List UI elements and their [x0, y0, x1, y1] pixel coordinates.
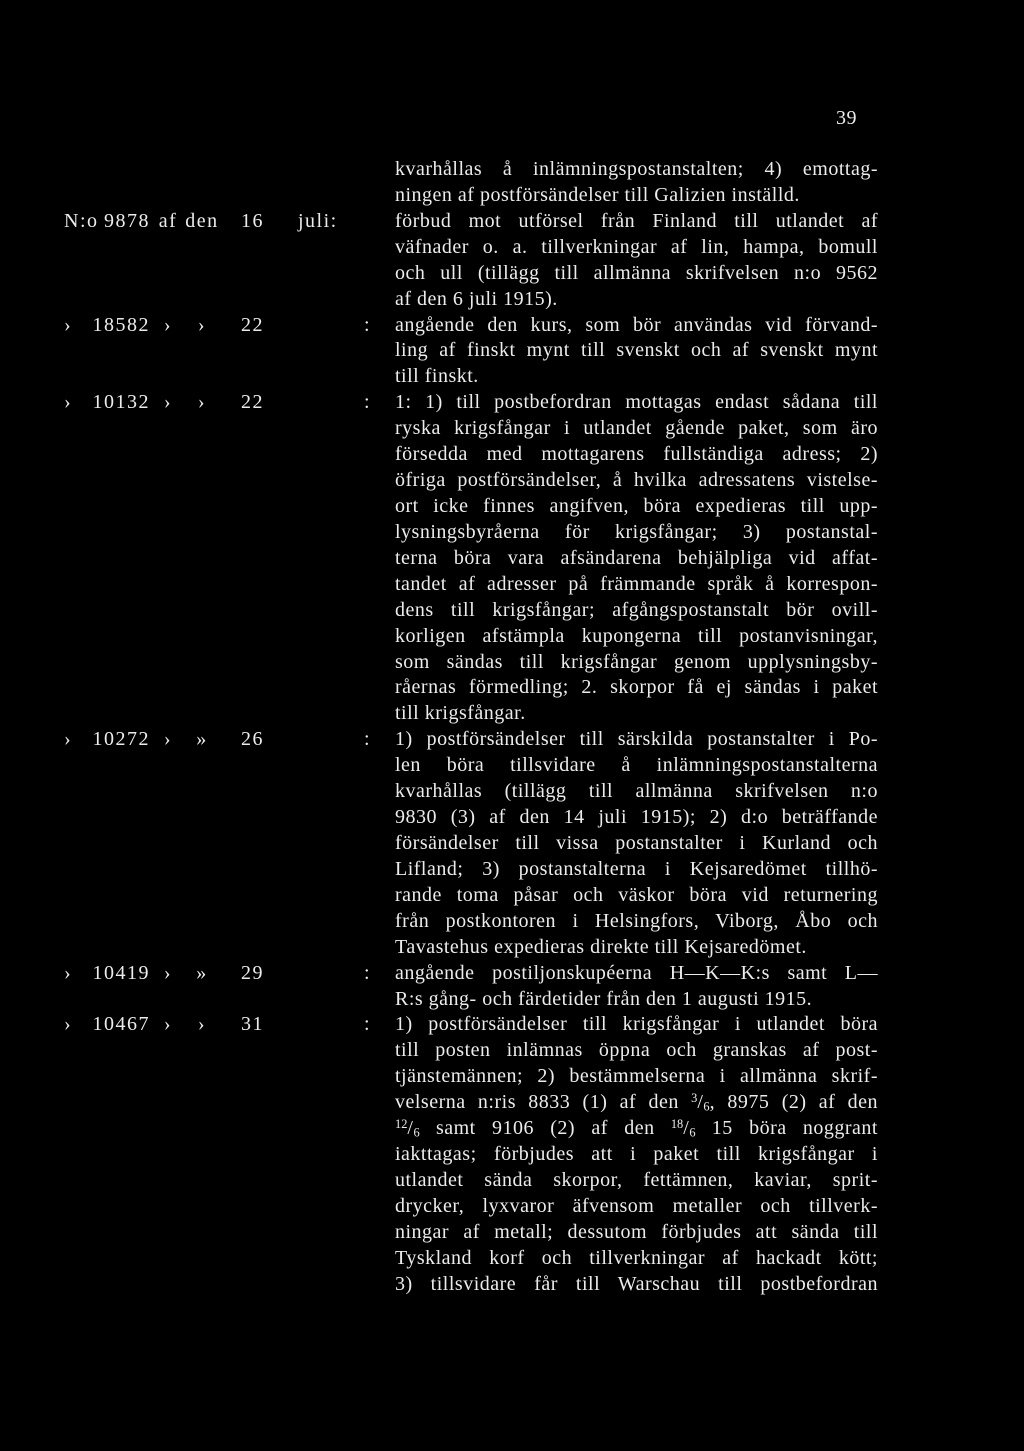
- entry-text: [395, 313, 878, 391]
- ref-day: 31: [241, 1013, 264, 1036]
- text-line: ningar af metall; dessutom förbjudes att sända till: [395, 1220, 878, 1243]
- ref-prefix: ›: [64, 313, 73, 336]
- entry-reference: [0, 1012, 395, 1038]
- fraction-numerator: 18: [670, 1116, 684, 1131]
- text-line: väfnader o. a. tillverkningar af lin, hampa, bomull: [395, 235, 878, 258]
- text-line: rande toma påsar och väskor böra vid returnering: [395, 883, 878, 906]
- fraction-denominator: 6: [413, 1125, 420, 1140]
- text-line: utlandet sända skorpor, fettämnen, kaviar, sprit-: [395, 1168, 878, 1191]
- text-line: dens till krigsfångar; afgångspostanstalt bör ovill-: [395, 598, 878, 621]
- ref-af: ›: [163, 391, 173, 414]
- ref-day: 16: [241, 209, 264, 232]
- entry-reference: [0, 961, 395, 987]
- fraction-denominator: 6: [703, 1099, 710, 1114]
- text-line: 1: 1) till postbefordran mottagas endast sådana till: [395, 391, 878, 414]
- fraction-separator: /: [407, 1117, 414, 1140]
- text-line: korligen afstämpla kupongerna till postanvisningar,: [395, 624, 878, 647]
- text-line: angående postiljonskupéerna H—K—K:s samt L—: [395, 961, 878, 984]
- ref-number: 9878: [104, 209, 150, 232]
- text-line: 1) postförsändelser till krigsfångar i utlandet böra: [395, 1013, 878, 1036]
- fraction: [691, 1091, 709, 1113]
- ref-colon: :: [364, 313, 372, 336]
- text-line: af den 6 juli 1915).: [395, 287, 558, 310]
- register-entry: [0, 961, 1024, 1013]
- text-line: tandet af adresser på främmande språk å korrespon-: [395, 572, 878, 595]
- text-segment: velserna n:ris 8833 (1) af den: [395, 1091, 692, 1114]
- text-line: ling af finskt mynt till svenskt och af svenskt mynt: [395, 339, 878, 362]
- text-line: till krigsfångar.: [395, 702, 526, 725]
- ref-number: 10272: [92, 728, 150, 751]
- text-segment: samt 9106 (2) af den: [419, 1117, 671, 1140]
- register-entry: [0, 209, 1024, 313]
- ref-prefix: ›: [64, 391, 73, 414]
- ref-den: ›: [197, 1013, 207, 1036]
- text-line: 9830 (3) af den 14 juli 1915); 2) d:o beträffande: [395, 806, 878, 829]
- ref-den: ›: [197, 391, 207, 414]
- text-line: försändelser till vissa postanstalter i Kurland och: [395, 831, 878, 854]
- text-line: kvarhållas (tillägg till allmänna skrifvelsen n:o: [395, 780, 878, 803]
- text-line: till finskt.: [395, 365, 479, 388]
- text-line: drycker, lyxvaror äfvensom metaller och tillverk-: [395, 1194, 878, 1217]
- text-line: försedda med mottagarens fullständiga adress; 2): [395, 443, 878, 466]
- ref-colon: :: [364, 391, 372, 414]
- text-line: 3) tillsvidare får till Warschau till postbefordran: [395, 1272, 878, 1295]
- text-line: och ull (tillägg till allmänna skrifvelsen n:o 9562: [395, 261, 878, 284]
- ref-af: ›: [163, 961, 173, 984]
- text-line: [395, 1090, 878, 1116]
- text-line: kvarhållas å inlämningspostanstalten; 4) emottag-: [395, 158, 878, 180]
- text-line: från postkontoren i Helsingfors, Viborg, Åbo och: [395, 909, 878, 932]
- text-line: 1) postförsändelser till särskilda postanstalter i Po-: [395, 728, 878, 751]
- text-line: lysningsbyråerna för krigsfångar; 3) postanstal-: [395, 520, 878, 543]
- text-line: terna böra vara afsändarena behjälpliga vid affat-: [395, 546, 878, 569]
- ref-af: af: [158, 209, 178, 232]
- text-line: Lifland; 3) postanstalterna i Kejsaredömet tillhö-: [395, 857, 878, 880]
- ref-prefix: ›: [64, 728, 73, 751]
- entry-reference: [0, 209, 395, 235]
- entry-text: [395, 157, 878, 209]
- ref-day: 22: [241, 313, 264, 336]
- ref-prefix: N:o: [64, 209, 99, 232]
- ref-af: ›: [163, 313, 173, 336]
- ref-colon: :: [364, 728, 372, 751]
- ref-prefix: ›: [64, 1013, 73, 1036]
- fraction-denominator: 6: [689, 1125, 696, 1140]
- ref-af: ›: [163, 728, 173, 751]
- entry-reference: [0, 313, 395, 339]
- ref-af: ›: [163, 1013, 173, 1036]
- entry-reference: [0, 390, 395, 416]
- register-entry: [0, 313, 1024, 391]
- ref-colon: :: [364, 1013, 372, 1036]
- register-entry: [0, 1012, 1024, 1297]
- entry-reference: [0, 727, 395, 753]
- fraction: [395, 1117, 420, 1139]
- text-segment: 15 böra noggrant: [695, 1117, 878, 1140]
- ref-den: »: [196, 961, 208, 984]
- ref-day: 22: [241, 391, 264, 414]
- ref-colon: :: [364, 961, 372, 984]
- text-segment: , 8975 (2) af den: [709, 1091, 879, 1114]
- register-entry: [0, 390, 1024, 727]
- page-number: 39: [836, 107, 857, 129]
- ref-number: 10467: [92, 1013, 150, 1036]
- text-line: len böra tillsvidare å inlämningspostanstalterna: [395, 754, 878, 777]
- entry-text: [395, 390, 878, 727]
- entry-text: [395, 961, 878, 1013]
- ref-number: 10132: [92, 391, 150, 414]
- fraction-numerator: 3: [691, 1091, 698, 1105]
- text-line: iakttagas; förbjudes att i paket till krigsfångar i: [395, 1143, 878, 1166]
- ref-day: 29: [241, 961, 264, 984]
- register-entry: [0, 727, 1024, 960]
- ref-prefix: ›: [64, 961, 73, 984]
- ref-den: ›: [197, 313, 207, 336]
- text-line: råernas förmedling; 2. skorpor få ej sändas i paket: [395, 676, 878, 699]
- text-line: ningen af postförsändelser till Galizien inställd.: [395, 183, 800, 206]
- text-line: som sändas till krigsfångar genom upplysningsby-: [395, 650, 878, 673]
- text-line: öfriga postförsändelser, å hvilka adressatens vistelse-: [395, 469, 878, 492]
- text-line: tjänstemännen; 2) bestämmelserna i allmänna skrif-: [395, 1065, 878, 1088]
- register-entry: [0, 157, 1024, 209]
- register-body: [0, 157, 1024, 1298]
- text-line: till posten inlämnas öppna och granskas af post-: [395, 1039, 878, 1062]
- text-line: R:s gång- och färdetider från den 1 augusti 1915.: [395, 987, 813, 1010]
- fraction-numerator: 12: [395, 1116, 408, 1131]
- text-line: Tyskland korf och tillverkningar af hackadt kött;: [395, 1246, 878, 1269]
- ref-number: 18582: [92, 313, 150, 336]
- entry-text: [395, 1012, 878, 1297]
- ref-den: »: [196, 728, 208, 751]
- text-line: förbud mot utförsel från Finland till utlandet af: [395, 209, 878, 232]
- entry-text: [395, 727, 878, 960]
- text-line: ryska krigsfångar i utlandet gående paket, som äro: [395, 417, 878, 440]
- fraction: [671, 1117, 696, 1139]
- ref-number: 10419: [92, 961, 150, 984]
- ref-day: 26: [241, 728, 264, 751]
- ref-den: den: [185, 209, 219, 232]
- text-line: Tavastehus expedieras direkte till Kejsaredömet.: [395, 935, 807, 958]
- text-line: ort icke finnes angifven, böra expedieras till upp-: [395, 494, 878, 517]
- entry-text: [395, 209, 878, 313]
- text-line: [395, 1116, 878, 1142]
- fraction-separator: /: [697, 1091, 704, 1114]
- ref-month: juli:: [298, 209, 338, 232]
- fraction-separator: /: [683, 1117, 690, 1140]
- text-line: angående den kurs, som bör användas vid förvand-: [395, 313, 878, 336]
